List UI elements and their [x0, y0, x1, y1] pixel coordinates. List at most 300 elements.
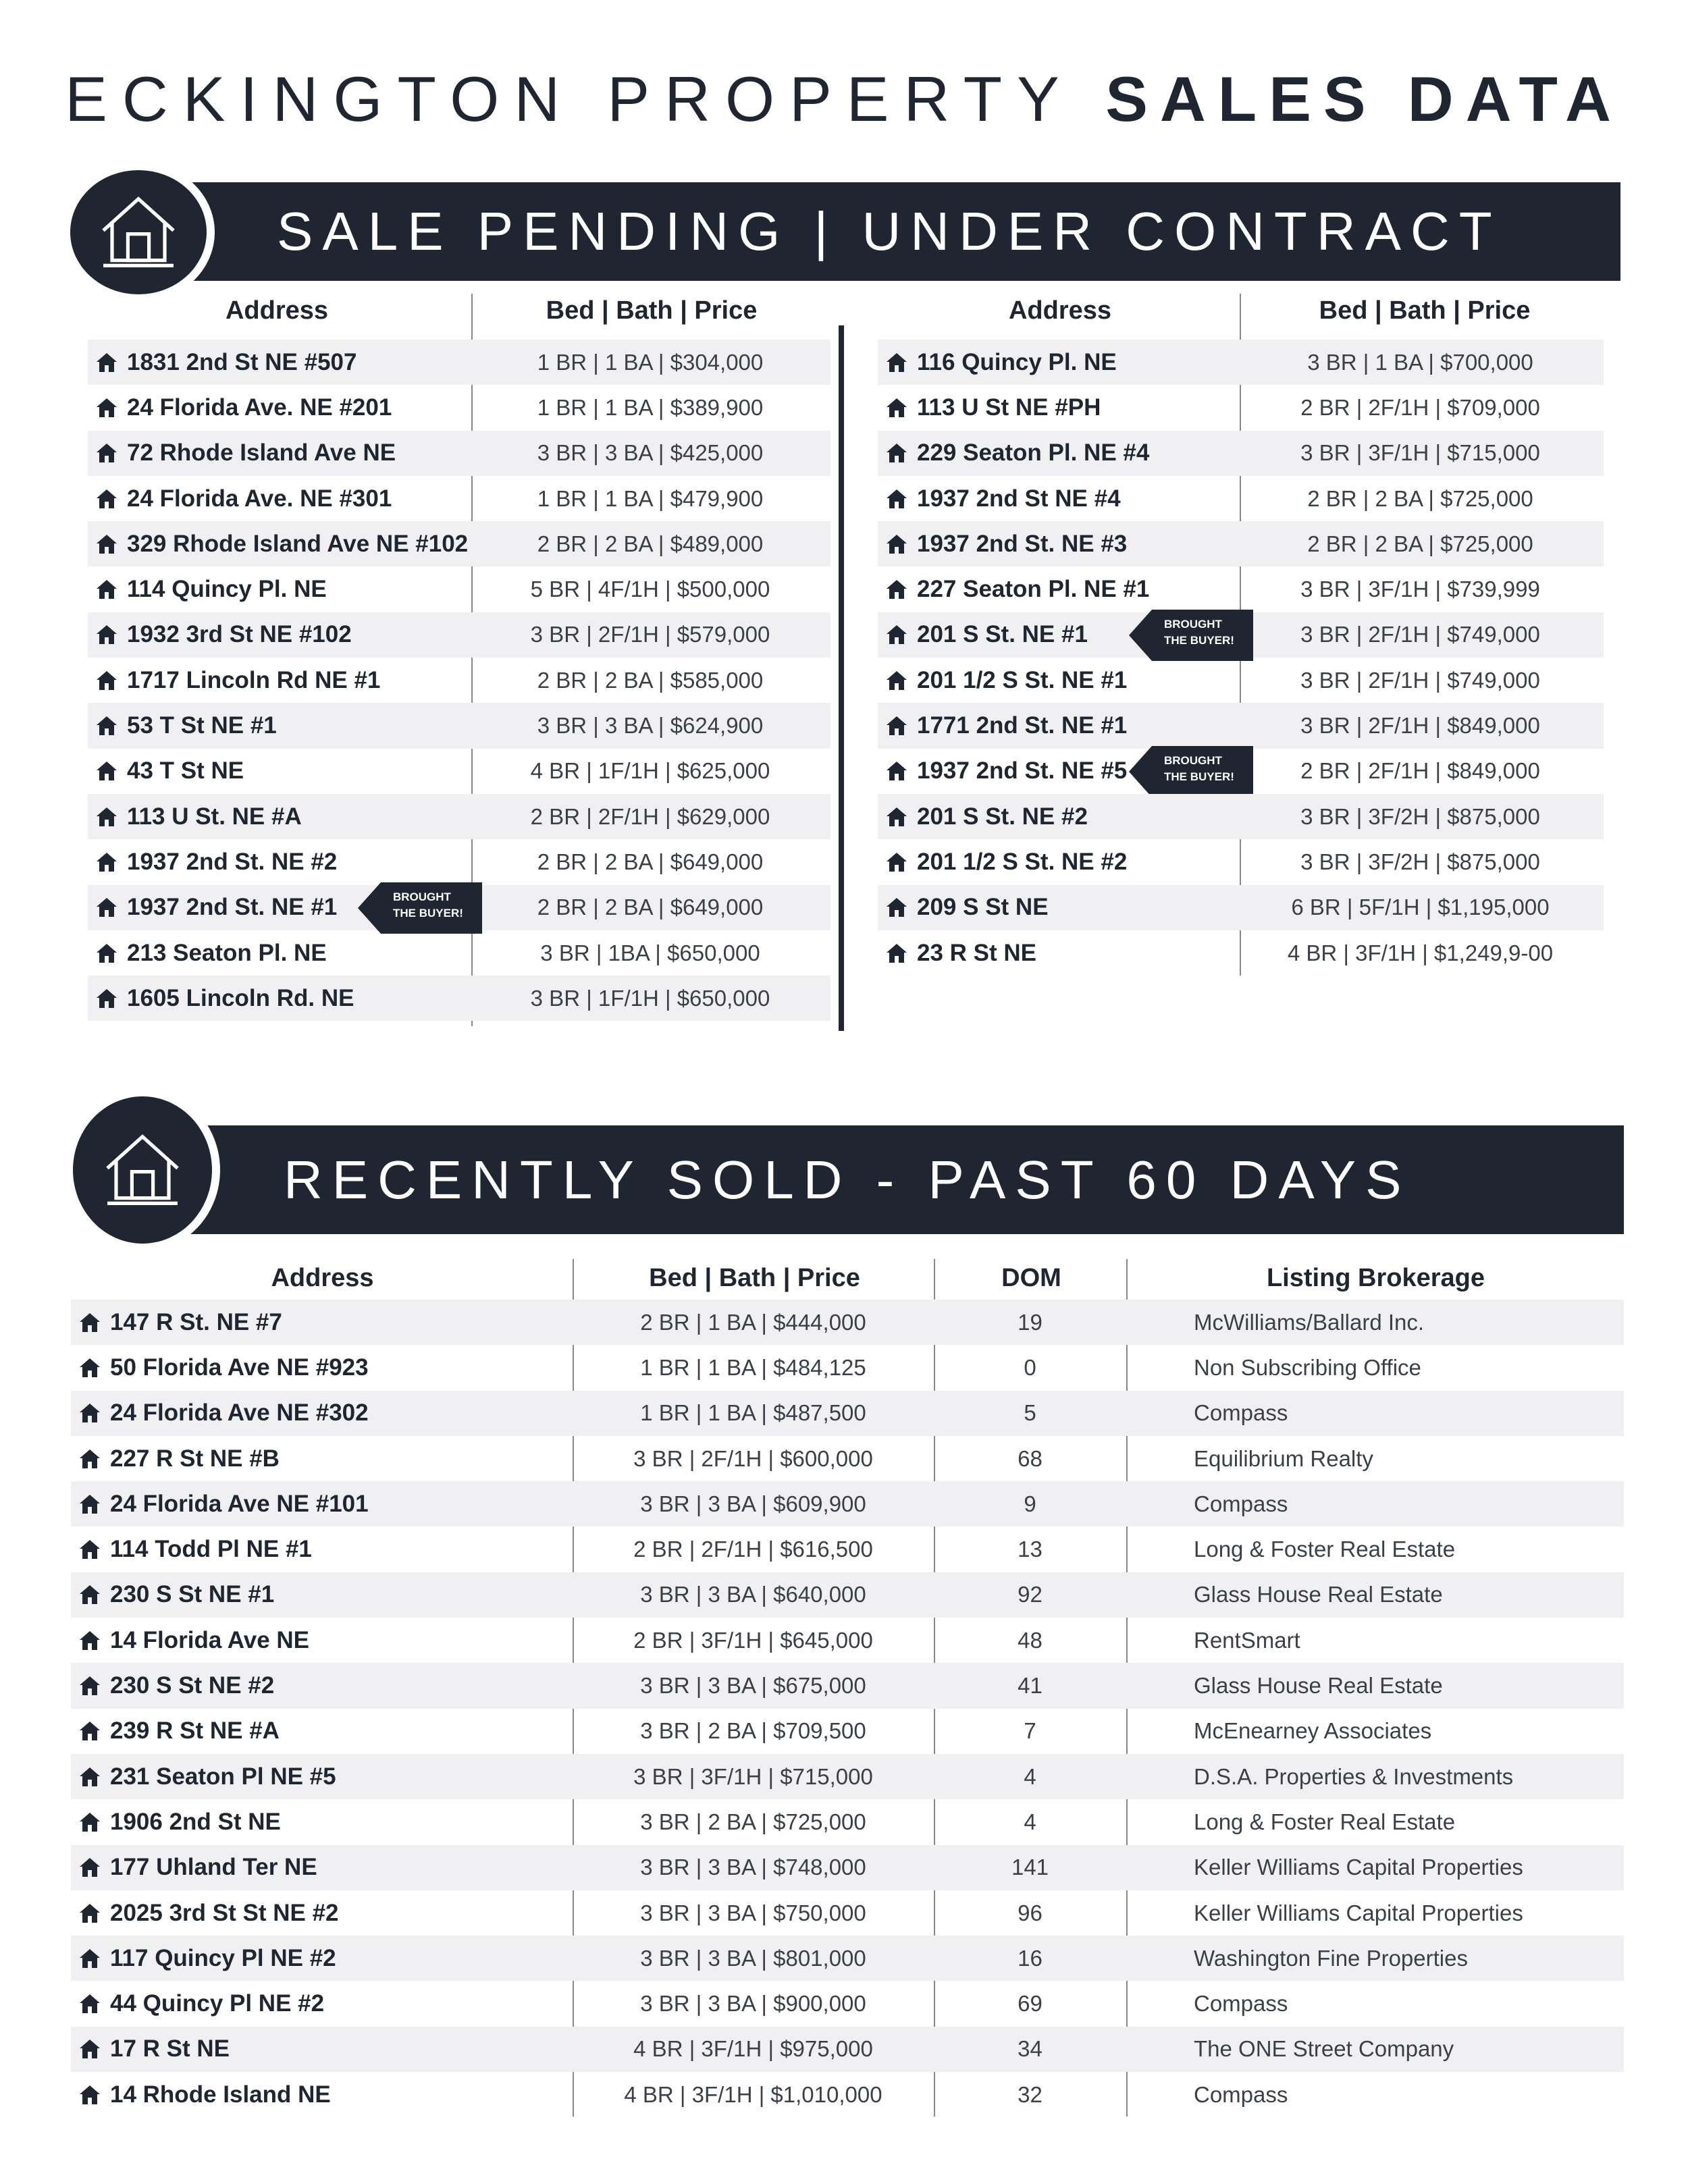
house-icon [96, 579, 117, 600]
details-cell: 1 BR | 1 BA | $389,900 [537, 394, 764, 420]
page-title-light: ECKINGTON PROPERTY [65, 63, 1074, 134]
details-cell: 4 BR | 3F/1H | $1,010,000 [624, 2081, 882, 2107]
brokerage-cell: Compass [1194, 1491, 1288, 1516]
address-text: 227 R St NE #B [110, 1445, 280, 1472]
details-cell: 3 BR | 3F/1H | $715,000 [633, 1763, 873, 1789]
details-cell: 3 BR | 3 BA | $900,000 [640, 1991, 866, 2017]
details-cell: 4 BR | 3F/1H | $975,000 [633, 2036, 873, 2062]
table-row [71, 1572, 1624, 1618]
table-row [88, 794, 830, 839]
address-text: 1937 2nd St NE #4 [917, 485, 1121, 512]
address-text: 113 U St NE #PH [917, 394, 1101, 421]
address-cell [71, 1854, 573, 1881]
details-cell: 5 BR | 4F/1H | $500,000 [530, 577, 770, 602]
dom-cell: 141 [1011, 1855, 1049, 1880]
address-cell [88, 985, 471, 1012]
details-cell: 3 BR | 2 BA | $709,500 [640, 1718, 866, 1744]
address-cell [71, 1809, 573, 1836]
house-icon [886, 442, 907, 464]
details-cell: 4 BR | 1F/1H | $625,000 [530, 758, 770, 784]
details-cell: 2 BR | 2 BA | $585,000 [537, 667, 764, 693]
table-row [88, 749, 830, 794]
details-cell: 3 BR | 2F/1H | $849,000 [1300, 713, 1540, 739]
house-icon [886, 897, 907, 918]
address-text: 23 R St NE [917, 939, 1036, 966]
address-cell [878, 803, 1240, 830]
table-row [71, 1663, 1624, 1708]
address-cell [88, 621, 471, 648]
details-cell: 3 BR | 3 BA | $748,000 [640, 1855, 866, 1880]
table-row [88, 930, 830, 976]
table-row [878, 749, 1604, 794]
brought-buyer-callout [1129, 746, 1253, 797]
table-row [88, 976, 830, 1021]
table-row [71, 1481, 1624, 1526]
address-text: 1831 2nd St NE #507 [127, 348, 357, 375]
house-icon [96, 533, 117, 555]
address-cell [71, 1400, 573, 1427]
address-text: 177 Uhland Ter NE [110, 1854, 317, 1881]
address-text: 116 Quincy Pl. NE [917, 348, 1117, 375]
details-cell: 3 BR | 3F/1H | $715,000 [1300, 440, 1540, 466]
address-cell [71, 1990, 573, 2017]
house-icon [79, 1312, 101, 1333]
dom-cell: 0 [1024, 1354, 1036, 1380]
table-row [878, 431, 1604, 476]
address-text: 201 1/2 S St. NE #2 [917, 848, 1128, 875]
details-cell: 3 BR | 3 BA | $640,000 [640, 1582, 866, 1607]
details-cell: 3 BR | 2F/1H | $600,000 [633, 1445, 873, 1471]
address-cell [878, 940, 1240, 967]
house-icon [96, 352, 117, 373]
address-cell [71, 1672, 573, 1699]
address-text: 1906 2nd St NE [110, 1808, 281, 1835]
details-cell: 1 BR | 1 BA | $304,000 [537, 349, 764, 375]
address-cell [71, 2081, 573, 2108]
address-text: 147 R St. NE #7 [110, 1308, 282, 1335]
sold-table [71, 1300, 1624, 2117]
address-cell [71, 1581, 573, 1608]
details-cell: 3 BR | 3 BA | $675,000 [640, 1673, 866, 1699]
details-cell: 2 BR | 2 BA | $649,000 [537, 849, 764, 874]
address-text: 24 Florida Ave NE #302 [110, 1400, 369, 1427]
details-cell: 3 BR | 3 BA | $624,900 [537, 713, 764, 739]
brokerage-cell: Compass [1194, 2081, 1288, 2107]
arrow-left-icon [1129, 610, 1152, 661]
house-icon [79, 1766, 101, 1788]
address-cell [88, 576, 471, 603]
house-icon [79, 1539, 101, 1560]
house-icon [886, 397, 907, 419]
pending-right-details-header: Bed | Bath | Price [1319, 296, 1531, 325]
table-row [878, 658, 1604, 703]
address-text: 24 Florida Ave. NE #301 [127, 485, 392, 512]
details-cell: 3 BR | 3 BA | $801,000 [640, 1945, 866, 1971]
details-cell: 1 BR | 1 BA | $479,900 [537, 485, 764, 511]
house-icon [96, 897, 117, 918]
arrow-left-icon [358, 882, 381, 934]
address-text: 230 S St NE #1 [110, 1581, 275, 1608]
dom-cell: 32 [1018, 2081, 1043, 2107]
pending-badge [62, 162, 215, 302]
details-cell: 3 BR | 3 BA | $425,000 [537, 440, 764, 466]
details-cell: 2 BR | 2 BA | $489,000 [537, 531, 764, 556]
house-icon [886, 533, 907, 555]
address-cell [88, 485, 471, 512]
table-row [878, 521, 1604, 566]
pending-center-divider [839, 325, 844, 1031]
details-cell: 2 BR | 2F/1H | $849,000 [1300, 758, 1540, 784]
house-icon [886, 942, 907, 964]
house-outline-icon [99, 1126, 186, 1214]
address-cell [88, 849, 471, 876]
dom-cell: 92 [1018, 1582, 1043, 1607]
house-icon [96, 942, 117, 964]
table-row [88, 521, 830, 566]
brokerage-cell: Compass [1194, 1991, 1288, 2017]
table-row [71, 1300, 1624, 1345]
details-cell: 3 BR | 3F/1H | $739,999 [1300, 577, 1540, 602]
callout-label: BROUGHT THE BUYER! [1152, 746, 1253, 797]
dom-cell: 16 [1018, 1945, 1043, 1971]
address-cell [71, 1717, 573, 1744]
dom-cell: 19 [1018, 1309, 1043, 1335]
brokerage-cell: Keller Williams Capital Properties [1194, 1900, 1523, 1925]
address-cell [878, 894, 1240, 921]
address-text: 239 R St NE #A [110, 1717, 280, 1744]
house-icon [79, 1493, 101, 1515]
brokerage-cell: The ONE Street Company [1194, 2036, 1454, 2062]
details-cell: 3 BR | 1 BA | $700,000 [1307, 349, 1533, 375]
house-icon [79, 1584, 101, 1605]
sold-badge [65, 1088, 220, 1252]
details-cell: 3 BR | 1BA | $650,000 [540, 940, 760, 965]
house-outline-icon [95, 188, 182, 276]
address-text: 17 R St NE [110, 2035, 230, 2062]
brokerage-cell: McWilliams/Ballard Inc. [1194, 1309, 1425, 1335]
details-cell: 4 BR | 3F/1H | $1,249,9-00 [1287, 940, 1554, 965]
table-row [878, 794, 1604, 839]
address-cell [71, 2035, 573, 2062]
address-cell [878, 531, 1240, 558]
house-icon [96, 488, 117, 510]
details-cell: 2 BR | 2 BA | $725,000 [1307, 485, 1533, 511]
house-icon [96, 988, 117, 1009]
table-row [71, 1890, 1624, 1936]
address-text: 117 Quincy Pl NE #2 [110, 1944, 336, 1971]
brokerage-cell: Long & Foster Real Estate [1194, 1809, 1456, 1834]
table-row [88, 566, 830, 612]
table-row [71, 1618, 1624, 1663]
pending-right-table [878, 340, 1604, 976]
table-row [88, 340, 830, 385]
table-row [878, 340, 1604, 385]
table-row [878, 930, 1604, 976]
address-text: 2025 3rd St St NE #2 [110, 1899, 339, 1926]
brokerage-cell: Keller Williams Capital Properties [1194, 1855, 1523, 1880]
house-icon [79, 2038, 101, 2060]
address-text: 209 S St NE [917, 894, 1049, 921]
dom-cell: 13 [1018, 1537, 1043, 1562]
details-cell: 2 BR | 2F/1H | $629,000 [530, 803, 770, 829]
page-title [0, 62, 1688, 136]
table-row [71, 1436, 1624, 1481]
house-icon [96, 851, 117, 873]
house-icon [886, 488, 907, 510]
dom-cell: 5 [1024, 1400, 1036, 1426]
table-row [878, 385, 1604, 430]
table-row [71, 1981, 1624, 2026]
address-cell [878, 394, 1240, 421]
table-row [88, 385, 830, 430]
house-icon [79, 1675, 101, 1697]
address-cell [71, 1309, 573, 1336]
address-text: 113 U St. NE #A [127, 803, 302, 830]
brokerage-cell: Glass House Real Estate [1194, 1673, 1443, 1699]
house-icon [79, 1948, 101, 1969]
dom-cell: 69 [1018, 1991, 1043, 2017]
pending-banner [182, 182, 1620, 281]
brokerage-cell: Glass House Real Estate [1194, 1582, 1443, 1607]
table-row [71, 1709, 1624, 1754]
house-icon [886, 806, 907, 828]
table-row [88, 431, 830, 476]
address-text: 329 Rhode Island Ave NE #102 [127, 530, 469, 557]
address-cell [71, 1491, 573, 1518]
brokerage-cell: McEnearney Associates [1194, 1718, 1432, 1744]
table-row [878, 612, 1604, 658]
dom-cell: 48 [1018, 1627, 1043, 1653]
table-row [88, 885, 830, 930]
address-cell [88, 757, 471, 784]
house-icon [886, 715, 907, 737]
address-text: 201 1/2 S St. NE #1 [917, 666, 1128, 693]
address-cell [878, 576, 1240, 603]
table-row [71, 1936, 1624, 1981]
table-row [71, 1799, 1624, 1844]
sold-dom-header: DOM [1001, 1264, 1061, 1292]
table-row [88, 476, 830, 521]
details-cell: 3 BR | 2F/1H | $579,000 [530, 622, 770, 647]
address-text: 227 Seaton Pl. NE #1 [917, 576, 1150, 603]
house-icon [79, 1448, 101, 1470]
table-row [88, 703, 830, 748]
address-text: 14 Rhode Island NE [110, 2081, 331, 2108]
address-cell [71, 1763, 573, 1790]
details-cell: 3 BR | 3 BA | $609,900 [640, 1491, 866, 1516]
address-text: 114 Todd Pl NE #1 [110, 1536, 312, 1563]
callout-label: BROUGHT THE BUYER! [381, 882, 482, 934]
details-cell: 3 BR | 2F/1H | $749,000 [1300, 622, 1540, 647]
address-text: 53 T St NE #1 [127, 712, 277, 739]
address-cell [71, 1627, 573, 1654]
address-cell [71, 1536, 573, 1563]
table-row [71, 2072, 1624, 2117]
table-row [878, 566, 1604, 612]
address-cell [71, 1900, 573, 1927]
table-row [71, 1754, 1624, 1799]
address-text: 43 T St NE [127, 757, 244, 784]
house-icon [79, 1357, 101, 1379]
address-cell [88, 440, 471, 467]
address-text: 1932 3rd St NE #102 [127, 621, 352, 648]
address-text: 50 Florida Ave NE #923 [110, 1354, 369, 1381]
house-icon [96, 806, 117, 828]
house-icon [79, 2084, 101, 2106]
details-cell: 6 BR | 5F/1H | $1,195,000 [1291, 895, 1550, 920]
address-text: 1937 2nd St. NE #5 [917, 757, 1128, 784]
details-cell: 3 BR | 1F/1H | $650,000 [530, 985, 770, 1011]
details-cell: 2 BR | 1 BA | $444,000 [640, 1309, 866, 1335]
house-icon [79, 1630, 101, 1651]
pending-left-address-header: Address [225, 296, 329, 325]
table-row [71, 2027, 1624, 2072]
house-icon [886, 851, 907, 873]
address-text: 44 Quincy Pl NE #2 [110, 1990, 325, 2017]
brokerage-cell: Non Subscribing Office [1194, 1354, 1421, 1380]
details-cell: 2 BR | 2F/1H | $709,000 [1300, 394, 1540, 420]
brokerage-cell: Long & Foster Real Estate [1194, 1537, 1456, 1562]
address-cell [878, 849, 1240, 876]
sold-banner-label: RECENTLY SOLD - PAST 60 DAYS [284, 1150, 1411, 1210]
address-text: 24 Florida Ave NE #101 [110, 1490, 369, 1517]
address-cell [71, 1945, 573, 1972]
table-row [88, 658, 830, 703]
house-icon [886, 670, 907, 691]
address-text: 1717 Lincoln Rd NE #1 [127, 666, 381, 693]
house-icon [79, 1720, 101, 1742]
details-cell: 3 BR | 2 BA | $725,000 [640, 1809, 866, 1834]
sold-brokerage-header: Listing Brokerage [1266, 1264, 1485, 1292]
details-cell: 2 BR | 2 BA | $649,000 [537, 895, 764, 920]
details-cell: 3 BR | 3F/2H | $875,000 [1300, 803, 1540, 829]
address-text: 201 S St. NE #2 [917, 803, 1088, 830]
details-cell: 1 BR | 1 BA | $487,500 [640, 1400, 866, 1426]
address-text: 201 S St. NE #1 [917, 621, 1088, 648]
address-text: 1605 Lincoln Rd. NE [127, 984, 354, 1011]
pending-right-address-header: Address [1008, 296, 1112, 325]
dom-cell: 4 [1024, 1763, 1036, 1789]
address-text: 231 Seaton Pl NE #5 [110, 1763, 336, 1790]
table-row [71, 1391, 1624, 1436]
table-row [71, 1345, 1624, 1390]
dom-cell: 96 [1018, 1900, 1043, 1925]
house-icon [79, 1402, 101, 1424]
house-icon [96, 442, 117, 464]
house-icon [886, 624, 907, 645]
house-icon [79, 1857, 101, 1878]
dom-cell: 4 [1024, 1809, 1036, 1834]
details-cell: 3 BR | 3 BA | $750,000 [640, 1900, 866, 1925]
address-text: 229 Seaton Pl. NE #4 [917, 440, 1150, 467]
table-row [71, 1526, 1624, 1572]
brokerage-cell: Equilibrium Realty [1194, 1445, 1373, 1471]
address-text: 1937 2nd St. NE #3 [917, 530, 1128, 557]
dom-cell: 68 [1018, 1445, 1043, 1471]
address-cell [878, 349, 1240, 376]
details-cell: 2 BR | 2F/1H | $616,500 [633, 1537, 873, 1562]
pending-left-details-header: Bed | Bath | Price [546, 296, 758, 325]
brokerage-cell: Compass [1194, 1400, 1288, 1426]
house-icon [96, 760, 117, 782]
details-cell: 1 BR | 1 BA | $484,125 [640, 1354, 866, 1380]
address-cell [88, 531, 471, 558]
dom-cell: 34 [1018, 2036, 1043, 2062]
address-text: 230 S St NE #2 [110, 1672, 275, 1699]
house-icon [886, 579, 907, 600]
address-cell [88, 940, 471, 967]
address-text: 1937 2nd St. NE #2 [127, 848, 338, 875]
table-row [88, 612, 830, 658]
address-cell [88, 712, 471, 739]
address-text: 1771 2nd St. NE #1 [917, 712, 1128, 739]
address-text: 114 Quincy Pl. NE [127, 576, 327, 603]
address-text: 213 Seaton Pl. NE [127, 939, 327, 966]
house-icon [886, 760, 907, 782]
pending-left-table [88, 340, 830, 1021]
dom-cell: 41 [1018, 1673, 1043, 1699]
sold-banner [182, 1125, 1624, 1234]
house-icon [79, 1993, 101, 2015]
table-row [878, 703, 1604, 748]
details-cell: 3 BR | 2F/1H | $749,000 [1300, 667, 1540, 693]
house-icon [96, 624, 117, 645]
dom-cell: 9 [1024, 1491, 1036, 1516]
address-cell [878, 485, 1240, 512]
address-text: 14 Florida Ave NE [110, 1626, 310, 1653]
address-cell [878, 712, 1240, 739]
table-row [878, 476, 1604, 521]
arrow-left-icon [1129, 746, 1152, 797]
brokerage-cell: RentSmart [1194, 1627, 1300, 1653]
address-text: 72 Rhode Island Ave NE [127, 440, 396, 467]
brought-buyer-callout [358, 882, 482, 934]
details-cell: 3 BR | 3F/2H | $875,000 [1300, 849, 1540, 874]
table-row [88, 839, 830, 884]
brokerage-cell: Washington Fine Properties [1194, 1945, 1468, 1971]
address-text: 24 Florida Ave. NE #201 [127, 394, 392, 421]
address-cell [878, 667, 1240, 694]
address-cell [878, 440, 1240, 467]
pending-banner-label: SALE PENDING | UNDER CONTRACT [277, 201, 1502, 261]
brought-buyer-callout [1129, 610, 1253, 661]
house-icon [96, 715, 117, 737]
address-cell [88, 349, 471, 376]
house-icon [886, 352, 907, 373]
table-row [878, 839, 1604, 884]
brokerage-cell: D.S.A. Properties & Investments [1194, 1763, 1514, 1789]
house-icon [79, 1902, 101, 1924]
table-row [878, 885, 1604, 930]
sold-address-header: Address [271, 1264, 374, 1292]
house-icon [96, 397, 117, 419]
address-cell [88, 803, 471, 830]
address-cell [71, 1354, 573, 1381]
details-cell: 2 BR | 3F/1H | $645,000 [633, 1627, 873, 1653]
address-cell [71, 1445, 573, 1472]
address-cell [88, 394, 471, 421]
sold-details-header: Bed | Bath | Price [649, 1264, 860, 1292]
house-icon [79, 1811, 101, 1833]
house-icon [96, 670, 117, 691]
table-row [71, 1845, 1624, 1890]
address-cell [88, 667, 471, 694]
dom-cell: 7 [1024, 1718, 1036, 1744]
details-cell: 2 BR | 2 BA | $725,000 [1307, 531, 1533, 556]
address-text: 1937 2nd St. NE #1 [127, 894, 338, 921]
callout-label: BROUGHT THE BUYER! [1152, 610, 1253, 661]
page-title-bold: SALES DATA [1105, 63, 1623, 134]
